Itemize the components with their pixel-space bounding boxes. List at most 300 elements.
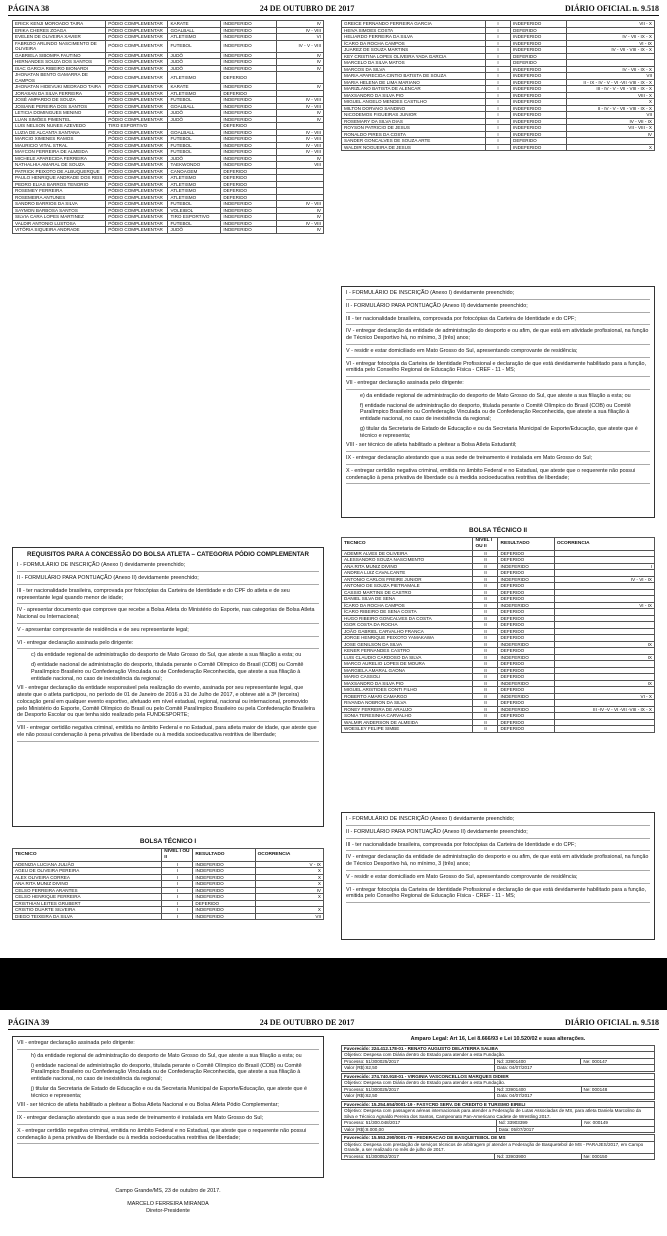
signer-role: Diretor-Presidente <box>146 1208 190 1215</box>
coach-name-cell: MARIO CASSOLI <box>342 674 473 681</box>
occurrence-cell: IX <box>554 680 654 687</box>
sport-cell: CANOAGEM <box>168 168 221 175</box>
athlete-name-cell: ROSEMEY FERREIRA <box>13 188 106 195</box>
ne-cell: Ne: 000149 <box>582 1120 655 1127</box>
result-cell: DEFERIDO <box>498 687 554 694</box>
result-cell: INDEFERIDO <box>511 34 567 41</box>
requirements-box <box>12 547 324 827</box>
athlete-name-cell: HERNANDES SOUZA DOS SANTOS <box>13 59 106 66</box>
level-cell: I <box>485 47 510 54</box>
bolsa-tecnico-2-title: BOLSA TÉCNICO II <box>469 527 527 534</box>
requirement-item: i) entidade nacional de administração do desporto, titulada perante o Comitê Olímpico do Brasil (COB) ou Comitê Paralímpico Brasileiro ou Confederação Vinculada ou de Confederação Reconhecida, que ateste a sua filiação à entidade nacional, no caso de inexistência da regional; <box>31 1062 302 1082</box>
coach-name-cell: MAXSANDRO DA SILVA PIO <box>342 92 486 99</box>
level-cell: I <box>485 125 510 132</box>
occurrence-cell: IV <box>277 227 324 234</box>
occurrence-cell: IV <box>277 65 324 72</box>
result-cell: INDEFERIDO <box>511 21 567 28</box>
category-cell: PÓDIO COMPLEMENTAR <box>106 40 168 52</box>
favored-cell: Favorecido: 15.254.654/0001-19 - FASYCRD SERV. DE CREDITO E TURISMO EIRELI <box>342 1101 655 1108</box>
sport-cell: TAEKWONDO <box>168 162 221 169</box>
level-cell: II <box>473 602 498 609</box>
column-header: NIVEL I OU II <box>473 538 498 551</box>
level-cell: II <box>473 622 498 629</box>
result-cell: INDEFERIDO <box>193 913 255 920</box>
category-cell: PÓDIO COMPLEMENTAR <box>106 27 168 34</box>
result-cell: DEFERIDO <box>498 557 554 564</box>
coach-name-cell: KENER FERNANDES CASTRO <box>342 648 473 655</box>
result-cell: DEFERIDO <box>498 674 554 681</box>
coach-name-cell: HELIARDO FERREIRA DA SILVA <box>342 34 486 41</box>
legal-basis: Amparo Legal: Art 16, Lei 8.666/93 e Lei 10.520/02 e suas alterações. <box>410 1036 586 1042</box>
athletes-table-container <box>12 20 324 542</box>
occurrence-cell: VII <box>567 112 655 119</box>
level-cell: I <box>485 34 510 41</box>
coach-name-cell: WALMIR ANDERSON DE ALMEIDA <box>342 719 473 726</box>
level-cell: I <box>485 53 510 60</box>
coach-name-cell: ANA RITA MUNIZ DIVINO <box>13 881 162 888</box>
requirement-item: IX - entregar declaração atestando que a sua sede de treinamento é instalada em Mato Grosso do Sul; <box>346 455 650 465</box>
result-cell: DEFERIDO <box>221 194 277 201</box>
coach-name-cell: IGOR COSTA DA ROCHA <box>342 622 473 629</box>
result-cell: DEFERIDO <box>221 90 277 97</box>
result-cell: DEFERIDO <box>511 60 567 67</box>
athlete-name-cell: JOSIANE PEREIRA DOS SANTOS <box>13 103 106 110</box>
occurrence-cell: III -IV -V - VI -VII -VIII - IX - X <box>554 706 654 713</box>
sport-cell: ATLETISMO <box>168 90 221 97</box>
result-cell: INDEFERIDO <box>221 142 277 149</box>
category-cell: PÓDIO COMPLEMENTAR <box>106 168 168 175</box>
process-cell: Processo: 51/300025/2017 <box>342 1058 495 1065</box>
process-cell: Processo: 51/300052/2017 <box>342 1153 495 1160</box>
occurrence-cell: X <box>567 144 655 151</box>
bolsa-tecnico-2-section <box>341 522 655 808</box>
occurrence-cell: VI <box>277 34 324 41</box>
coach-row <box>342 86 655 93</box>
athlete-name-cell: JORASAN DA SILVA FERREIRA <box>13 90 106 97</box>
contract-block <box>341 1045 655 1072</box>
sport-cell: JUDÔ <box>168 65 221 72</box>
category-cell: PÓDIO COMPLEMENTAR <box>106 181 168 188</box>
result-cell: INDEFERIDO <box>221 149 277 156</box>
occurrence-cell: VI - X <box>554 693 654 700</box>
coach-name-cell: JOÃO GABRIEL CARVALHO FRANCA <box>342 628 473 635</box>
athlete-name-cell: JOSÉ AMPARDO DE SOUZA <box>13 97 106 104</box>
occurrence-cell: IV - VII - VIII - IX - X <box>567 47 655 54</box>
coach-name-cell: MIGUEL ANGELO MENDES CASTILHO <box>342 99 486 106</box>
result-cell: INDEFERIDO <box>221 52 277 59</box>
result-cell: INDEFERIDO <box>221 136 277 143</box>
occurrence-cell <box>277 72 324 84</box>
result-cell: DEFERIDO <box>498 550 554 557</box>
result-cell: INDEFERIDO <box>511 92 567 99</box>
level-cell: I <box>485 112 510 119</box>
category-cell: PÓDIO COMPLEMENTAR <box>106 116 168 123</box>
result-cell: INDEFERIDO <box>511 144 567 151</box>
level-cell: II <box>473 719 498 726</box>
level-cell: II <box>473 635 498 642</box>
athlete-name-cell: VALDIR ANTONIO LUSTOSA <box>13 220 106 227</box>
coach-name-cell: ALESSANDRO SOUZA NASCIMENTO <box>342 557 473 564</box>
result-cell: DEFERIDO <box>221 168 277 175</box>
result-cell: INDEFERIDO <box>511 86 567 93</box>
requirement-item: VIII - ser técnico de atleta habilitado a pleitear a Bolsa Atleta Nacional e ou Bolsa Atleta Pódio Complementar; <box>17 1102 319 1112</box>
requirement-item: VII - entregar declaração da entidade responsável pela realização do evento, assinada por seu representante legal, que ateste que o atleta participou, no período de 01 de Janeiro de 2016 a 31 de Julho de 2017, e obteve até a 3ª (terceira) colocação geral em qualquer evento esportivo, afetuado em nível estadual, regional, nacional ou internacional, promovido pelo Ministério do Esporte, Comitê Olímpico do Brasil ou pelo Comitê Paralímpico Brasileiro ou pela Confederação Brasileira de Desporto Escolar ou que tenha sido realizado pela FUNDESPORTE; <box>17 685 319 722</box>
requirement-item: X - entregar certidão negativa criminal, emitida no âmbito Federal e no Estadual, que ateste que o requerente não possui condenação à pena privativa de liberdade ou à medida socioeducativa restritiva de liberdade; <box>346 468 650 485</box>
occurrence-cell: IV - VII - IX <box>567 118 655 125</box>
nd-cell: Nd: 33901400 <box>494 1058 580 1065</box>
occurrence-cell: IV - VIII <box>277 201 324 208</box>
coach-name-cell: MARIA APARECIDA CINTIO BATISTA DE SOUZA <box>342 73 486 80</box>
athlete-name-cell: MICHELE APARECIDA FERREIRA <box>13 155 106 162</box>
coach-row <box>342 144 655 151</box>
result-cell: DEFERIDO <box>498 726 554 733</box>
level-cell: I <box>162 900 193 907</box>
result-cell: INDEFERIDO <box>193 861 255 868</box>
date-cell: Data: 05/07/2017 <box>496 1126 654 1133</box>
bolsa-tecnico-1-section <box>12 833 324 955</box>
requirement-item: g) titular da Secretaria de Estado de Educação e ou da Secretaria Municipal de Esporte/Educação, que ateste que é técnico e representa; <box>360 425 638 439</box>
category-cell: PÓDIO COMPLEMENTAR <box>106 65 168 72</box>
page-date: 24 DE OUTUBRO DE 2017 <box>259 3 355 13</box>
contract-block <box>341 1101 655 1134</box>
category-cell: PÓDIO COMPLEMENTAR <box>106 136 168 143</box>
contract-objective-row <box>342 1141 655 1153</box>
coach-name-cell: KEY CRISTINA LOPES OLIVEIRA YADA GARCIA <box>342 53 486 60</box>
column-header: OCORRENCIA <box>554 538 654 551</box>
athlete-row <box>13 227 324 234</box>
result-cell: INDEFERIDO <box>221 155 277 162</box>
result-cell: INDEFERIDO <box>221 116 277 123</box>
coach-name-cell: ROBERTO AMARI CAMARGO <box>342 693 473 700</box>
sport-cell: JUDÔ <box>168 59 221 66</box>
bolsa-tecnico-1-table <box>12 848 324 920</box>
level-cell: I <box>485 73 510 80</box>
level-cell: I <box>485 118 510 125</box>
occurrence-cell: IV <box>277 155 324 162</box>
occurrence-cell: IV <box>277 110 324 117</box>
category-cell: PÓDIO COMPLEMENTAR <box>106 142 168 149</box>
occurrence-cell: IV - VIII <box>277 129 324 136</box>
result-cell: INDEFERIDO <box>498 680 554 687</box>
requirement-item: X - entregar certidão negativa criminal, emitida no âmbito Federal e no Estadual, que ateste que o requerente não possui condenação à pena privativa de liberdade ou à medida socioeducativa restritiva de liberdade; <box>17 1128 319 1145</box>
level-cell: I <box>485 21 510 28</box>
coach-name-cell: ÍCARO DA ROCHA CAMPOS <box>342 602 473 609</box>
level-cell: I <box>485 79 510 86</box>
coach-name-cell: CELSO FERREIRA ARANTES <box>13 887 162 894</box>
coach-name-cell: CRISTIO DUARTE SILVEIRA <box>13 907 162 914</box>
result-cell: INDEFERIDO <box>221 201 277 208</box>
result-cell: INDEFERIDO <box>221 34 277 41</box>
result-cell: INDEFERIDO <box>221 110 277 117</box>
result-cell: INDEFERIDO <box>221 214 277 221</box>
athlete-name-cell: ROSEMEIRA ANTUNES <box>13 194 106 201</box>
level-cell: I <box>485 138 510 145</box>
result-cell: INDEFERIDO <box>511 105 567 112</box>
coach-name-cell: WOESLEY FELIPE SIMBE <box>342 726 473 733</box>
result-cell: DEFERIDO <box>498 570 554 577</box>
page-number: PÁGINA 38 <box>8 3 50 13</box>
level-cell: I <box>485 105 510 112</box>
athlete-name-cell: SILVIA CARA LOPES MARTINEZ <box>13 214 106 221</box>
coach-name-cell: MAXSANDRO DA SILVA PIO <box>342 680 473 687</box>
level-cell: II <box>473 680 498 687</box>
ne-cell: Ne: 000150 <box>581 1153 655 1160</box>
level-cell: I <box>162 868 193 875</box>
requirement-item: III - ter nacionalidade brasileira, comprovada por fotocópias da Carteira de Identidade e do CPF do atleta e de seu representante legal quando menor de idade; <box>17 588 319 605</box>
value-cell: Valor (R$):62,50 <box>342 1065 495 1072</box>
result-cell: INDEFERIDO <box>498 576 554 583</box>
occurrence-cell: IV - VII - IX - X <box>567 34 655 41</box>
coach-name-cell: HEIVA SIMOES COSTA <box>342 27 486 34</box>
coach-name-cell: HUGO RIBEIRO GONCALVES DA COSTA <box>342 615 473 622</box>
coach-name-cell: AGEU DE OLIVEIRA PEREIRA <box>13 868 162 875</box>
level-cell: II <box>473 654 498 661</box>
coach-row <box>342 79 655 86</box>
athlete-name-cell: VITÓRIA SIQUEIRA ANDRADE <box>13 227 106 234</box>
requirement-item: II - FORMULÁRIO PARA PONTUAÇÃO (Anexo II) devidamente preenchido; <box>346 303 650 313</box>
category-cell: PÓDIO COMPLEMENTAR <box>106 21 168 28</box>
category-cell: PÓDIO COMPLEMENTAR <box>106 207 168 214</box>
coach-name-cell: JORGE HENRIQUE PEIXOTO YAMAKAWA <box>342 635 473 642</box>
contract-value-row <box>342 1126 655 1133</box>
result-cell: INDEFERIDO <box>511 118 567 125</box>
result-cell: INDEFERIDO <box>511 66 567 73</box>
result-cell: DEFERIDO <box>221 175 277 182</box>
result-cell: INDEFERIDO <box>511 125 567 132</box>
result-cell: INDEFERIDO <box>221 227 277 234</box>
coach-name-cell: JOSE GENILSON DA SILVA <box>342 641 473 648</box>
page2-left-column <box>12 1036 324 1236</box>
coach-name-cell: MILTON DORVAIO SANDINO <box>342 105 486 112</box>
favored-cell: Favorecido: 224.412.178-01 - RENATO AUGUSTO DELATERRA SALIBA <box>342 1045 655 1052</box>
sport-cell: ATLETISMO <box>168 175 221 182</box>
result-cell: DEFERIDO <box>498 609 554 616</box>
requirement-item: I - FORMULÁRIO DE INSCRIÇÃO (Anexo I) devidamente preenchido; <box>346 290 650 300</box>
occurrence-cell <box>554 726 654 733</box>
result-cell: DEFERIDO <box>498 589 554 596</box>
result-cell: DEFERIDO <box>498 700 554 707</box>
occurrence-cell: VI - IX <box>554 602 654 609</box>
occurrence-cell: IV <box>277 207 324 214</box>
occurrence-cell: III - IV - V - VII - VIII - IX - X <box>567 86 655 93</box>
date-cell: Data: 04/07/2017 <box>494 1065 654 1072</box>
category-cell: PÓDIO COMPLEMENTAR <box>106 34 168 41</box>
ne-cell: Ne: 000148 <box>581 1086 655 1093</box>
coach-row <box>342 726 655 733</box>
athlete-name-cell: FABRIZIO ARLINDO NASCIMENTO DE OLIVEIRA <box>13 40 106 52</box>
occurrence-cell: IV - VII - IX - X <box>567 66 655 73</box>
requirement-item: IX - entregar declaração atestando que a sua sede de treinamento é instalada em Mato Grosso do Sul; <box>17 1115 319 1125</box>
category-cell: PÓDIO COMPLEMENTAR <box>106 59 168 66</box>
sport-cell: JUDÔ <box>168 227 221 234</box>
sport-cell: ATLETISMO <box>168 194 221 201</box>
occurrence-cell: IV - V - VIII <box>277 40 324 52</box>
coach-name-cell: JUAREZ DE SOUZA MARTINS <box>342 47 486 54</box>
requirement-item: V - apresentar comprovante de residência e de seu representante legal; <box>17 627 319 637</box>
contract-value-row <box>342 1065 655 1072</box>
coach-name-cell: CELSO HENRIQUE FERREIRA <box>13 894 162 901</box>
athlete-name-cell: MARCIO XIMENES RAMOS <box>13 136 106 143</box>
occurrence-cell: IX <box>554 641 654 648</box>
athlete-name-cell: PATRICK PEIXOTO DE ALBUQUERQUE <box>13 168 106 175</box>
result-cell: INDEFERIDO <box>221 84 277 91</box>
requirement-item: e) da entidade regional de administração do desporto de Mato Grosso do Sul, que ateste a sua filiação a esta; ou <box>360 392 631 399</box>
requirement-item: IV - apresentar documento que comprove que recebe a Bolsa Atleta do Ministério do Esporte, nas categorias de Bolsa Atleta Nacional ou Internacional; <box>17 607 319 624</box>
result-cell: DEFERIDO <box>498 648 554 655</box>
athletes-table <box>12 20 324 234</box>
favored-cell: Favorecido: 15.553.290/0001-78 - FEDERACAO DE BASQUETEBOL DE MS <box>342 1135 655 1142</box>
nd-cell: Nd: 33903900 <box>495 1153 581 1160</box>
coach-name-cell: ROSEMARY DA SILVA DIAS <box>342 118 486 125</box>
coach-name-cell: ADEMIR ALVES DE OLIVEIRA <box>342 550 473 557</box>
level-cell: I <box>485 144 510 151</box>
occurrence-cell: IV - VIII <box>277 136 324 143</box>
occurrence-cell: X <box>255 868 323 875</box>
result-cell: INDEFERIDO <box>193 894 255 901</box>
category-cell: PÓDIO COMPLEMENTAR <box>106 149 168 156</box>
level-cell: I <box>485 86 510 93</box>
result-cell: INDEFERIDO <box>193 881 255 888</box>
result-cell: INDEFERIDO <box>498 654 554 661</box>
sport-cell: JUDÔ <box>168 116 221 123</box>
requirement-item: j) titular da Secretaria de Estado de Educação e ou da Secretaria Municipal de Esporte/Educação, que ateste que é técnico e representa; <box>31 1085 307 1099</box>
coach-name-cell: LUIS CLAUDIO CARDOSO DA SILVA <box>342 654 473 661</box>
bolsa-tecnico-1-title: BOLSA TÉCNICO I <box>139 838 197 845</box>
sport-cell: GOALBALL <box>168 103 221 110</box>
contract-block <box>341 1134 655 1160</box>
athlete-row <box>13 72 324 84</box>
coach-name-cell: ANDREA LUIZ CAVALCANTE <box>342 570 473 577</box>
level-cell: II <box>473 693 498 700</box>
coach-name-cell: MIGUEL ARISTIDES CONTI FILHO <box>342 687 473 694</box>
athlete-row <box>13 40 324 52</box>
result-cell: INDEFERIDO <box>511 47 567 54</box>
result-cell: DEFERIDO <box>498 667 554 674</box>
coach-name-cell: ÍCARO DA ROCHA CAMPOS <box>342 40 486 47</box>
requirement-item: V - residir e estar domiciliado em Mato Grosso do Sul, apresentando comprovante de residência; <box>346 348 650 358</box>
category-cell: PÓDIO COMPLEMENTAR <box>106 90 168 97</box>
requirement-item: VI - entregar declaração assinada pelo dirigente: <box>17 640 319 650</box>
coach-row <box>13 913 324 920</box>
coach-name-cell: DANIEL SILVA DE SENA <box>342 596 473 603</box>
sport-cell: GOALBALL <box>168 27 221 34</box>
result-cell: INDEFERIDO <box>498 641 554 648</box>
occurrence-cell: X <box>255 894 323 901</box>
result-cell: INDEFERIDO <box>193 887 255 894</box>
coach-name-cell: GREICE FERNANDO FERREIRA GARCIA <box>342 21 486 28</box>
signer-name: MARCELO FERREIRA MIRANDA <box>127 1201 209 1208</box>
level-cell: II <box>473 563 498 570</box>
place-date: Campo Grande/MS, 23 de outubro de 2017. <box>115 1188 221 1194</box>
requirements-title: REQUISITOS PARA A CONCESSÃO DO BOLSA ATLETA – CATEGORIA PÓDIO COMPLEMENTAR <box>27 551 309 558</box>
level-cell: I <box>485 99 510 106</box>
result-cell: DEFERIDO <box>498 661 554 668</box>
level-cell: II <box>473 570 498 577</box>
category-cell: PÓDIO COMPLEMENTAR <box>106 72 168 84</box>
level-cell: I <box>162 881 193 888</box>
level-cell: II <box>473 726 498 733</box>
requirement-item: VIII - ser técnico de atleta habilitado a pleitear a Bolsa Atleta Estudantil; <box>346 442 650 452</box>
page-number-2: PÁGINA 39 <box>8 1017 50 1027</box>
result-cell: INDEFERIDO <box>221 59 277 66</box>
sport-cell: JUDÔ <box>168 155 221 162</box>
occurrence-cell: VII - X <box>567 21 655 28</box>
objective-cell: Objetivo: Despesa com Diária dentro do Estado para atender a esta Fundação. <box>342 1080 655 1087</box>
coach-name-cell: CRISTHIAN LEITES GRUBERT <box>13 900 162 907</box>
category-cell: PÓDIO COMPLEMENTAR <box>106 188 168 195</box>
coach-name-cell: MARCELO DA SILVA MATOS <box>342 60 486 67</box>
level-cell: I <box>162 913 193 920</box>
occurrence-cell: IV <box>277 214 324 221</box>
result-cell: DEFERIDO <box>498 628 554 635</box>
athlete-name-cell: ISAC GARCIA RIBEIRO BIONARDI <box>13 65 106 72</box>
page-header <box>8 2 659 16</box>
occurrence-cell: V - IX <box>255 861 323 868</box>
occurrence-cell: VII <box>255 913 323 920</box>
coach-name-cell: ANTONIO CARLOS FREIRE JUNIOR <box>342 576 473 583</box>
sport-cell: FUTEBOL <box>168 97 221 104</box>
requirement-item: II - FORMULÁRIO PARA PONTUAÇÃO (Anexo II) devidamente preenchido; <box>346 829 650 839</box>
occurrence-cell: X <box>567 99 655 106</box>
level-cell: I <box>485 92 510 99</box>
result-cell: INDEFERIDO <box>498 693 554 700</box>
result-cell: INDEFERIDO <box>511 131 567 138</box>
athlete-name-cell: EVELEN DE OLIVEIRA XAVIER <box>13 34 106 41</box>
result-cell: INDEFERIDO <box>221 162 277 169</box>
sport-cell: TIRO ESPORTIVO <box>168 214 221 221</box>
category-cell: PÓDIO COMPLEMENTAR <box>106 201 168 208</box>
result-cell: INDEFERIDO <box>221 65 277 72</box>
ne-cell: Ne: 000147 <box>581 1058 655 1065</box>
coach-name-cell: MARCO AURELIO LOPES DE MOURA <box>342 661 473 668</box>
occurrence-cell: IV <box>277 59 324 66</box>
coach-table-container <box>341 20 655 280</box>
result-cell: DEFERIDO <box>498 635 554 642</box>
sport-cell: FUTEBOL <box>168 220 221 227</box>
occurrence-cell: IV - VIII <box>277 97 324 104</box>
occurrence-cell: IV <box>255 887 323 894</box>
level-cell: II <box>473 583 498 590</box>
coach-name-cell: MARIA HELENA DE LIMA MARIANO <box>342 79 486 86</box>
occurrence-cell: VII - VIII - X <box>567 125 655 132</box>
category-cell: PÓDIO COMPLEMENTAR <box>106 155 168 162</box>
requirement-item: c) da entidade regional de administração do desporto de Mato Grosso do Sul, que ateste a sua filiação a esta; ou <box>31 652 302 659</box>
requirement-item: VI - entregar fotocópia da Carteira de Identidade Profissional e declaração de que está devidamente habilitado para a função, emitida pelo Conselho Regional de Educação Física - CREF - 11 - MS; <box>346 887 650 904</box>
category-cell: PÓDIO COMPLEMENTAR <box>106 214 168 221</box>
level-cell: I <box>162 861 193 868</box>
nd-cell: Nd: 33903399 <box>496 1120 582 1127</box>
level-cell: II <box>473 641 498 648</box>
occurrence-cell: VI - IX <box>567 40 655 47</box>
category-cell: PÓDIO COMPLEMENTAR <box>106 129 168 136</box>
occurrence-cell: X <box>255 881 323 888</box>
coach-name-cell: ADENIZIA LUCIANA JULIÃO <box>13 861 162 868</box>
athlete-name-cell: LUZIA DE ALCANTA SANTANA <box>13 129 106 136</box>
athlete-name-cell: MAURICIO VITAL STRAL <box>13 142 106 149</box>
coach-row <box>342 105 655 112</box>
result-cell: INDEFERIDO <box>193 907 255 914</box>
athlete-name-cell: PAULO HENRIQUE ANDRADE DOS REIS <box>13 175 106 182</box>
occurrence-cell: IV - VI - IX <box>554 576 654 583</box>
result-cell: INDEFERIDO <box>511 73 567 80</box>
requirement-item: d) entidade nacional de administração do desporto, titulada perante o Comitê Olímpico do Brasil (COB) ou Comitê Paralímpico Brasileiro ou Confederação Vinculada ou de Confederação Reconhecida, que ateste a sua filiação à entidade nacional, no caso de inexistência da regional; <box>31 662 304 682</box>
result-cell: INDEFERIDO <box>221 27 277 34</box>
coach-name-cell: RONEY FERREIRA DE ARAUJO <box>342 706 473 713</box>
coach-name-cell: ÍCARO RIBEIRO DE SENA COSTA <box>342 609 473 616</box>
occurrence-cell: X <box>255 874 323 881</box>
coach-name-cell: RONALDO PIRES DA COSTA <box>342 131 486 138</box>
athlete-name-cell: ERICK KENJI MOROADO TAIRA <box>13 21 106 28</box>
